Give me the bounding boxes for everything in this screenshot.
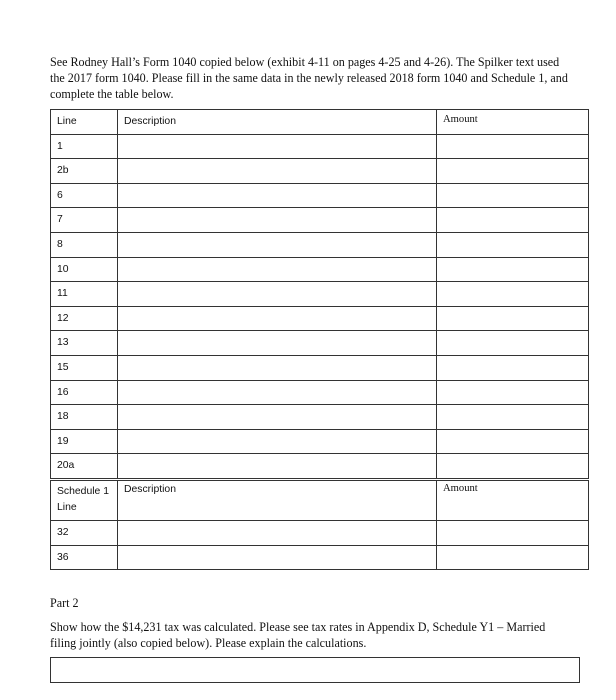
- line-number: 32: [57, 527, 69, 538]
- line-number: 20a: [57, 460, 75, 472]
- description-cell[interactable]: [118, 545, 437, 570]
- line-number-cell: [51, 159, 118, 184]
- line-number-cell: [51, 282, 118, 307]
- amount-cell[interactable]: [437, 208, 589, 233]
- part-2-instructions: Show how the $14,231 tax was calculated. Please see tax rates in Appendix D, Schedule Y1 – Married filing jointly (also copied below). Please explain the calculations.: [50, 620, 546, 650]
- description-cell[interactable]: [118, 405, 437, 430]
- amount-cell[interactable]: [437, 454, 589, 479]
- description-header: Description: [118, 481, 437, 521]
- description-cell[interactable]: [118, 454, 437, 479]
- line-number: 13: [57, 337, 69, 349]
- description-cell[interactable]: [118, 355, 437, 380]
- amount-cell[interactable]: [437, 282, 589, 307]
- description-cell[interactable]: [118, 257, 437, 282]
- line-number: 1: [57, 140, 63, 152]
- table-row: [51, 232, 589, 257]
- line-number: 10: [57, 263, 69, 275]
- line-number-cell: [51, 429, 118, 454]
- description-cell[interactable]: [118, 306, 437, 331]
- line-number-cell: [51, 208, 118, 233]
- table-header-row: [51, 110, 589, 135]
- table-header-row: [51, 481, 589, 521]
- line-number: 6: [57, 189, 63, 201]
- table-row: [51, 183, 589, 208]
- line-number-cell: [51, 134, 118, 159]
- line-number: 19: [57, 435, 69, 447]
- amount-cell[interactable]: [437, 355, 589, 380]
- line-number-cell: [51, 454, 118, 479]
- line-number: 18: [57, 411, 69, 423]
- amount-cell[interactable]: [437, 521, 589, 546]
- line-number-cell: [51, 232, 118, 257]
- schedule-1-table: [50, 480, 589, 570]
- amount-header: Amount: [437, 481, 589, 521]
- description-header: Description: [118, 110, 437, 135]
- line-number: 8: [57, 238, 63, 250]
- table-row: [51, 306, 589, 331]
- line-number: 16: [57, 386, 69, 398]
- line-number: 12: [57, 312, 69, 324]
- description-cell[interactable]: [118, 521, 437, 546]
- amount-cell[interactable]: [437, 380, 589, 405]
- amount-cell[interactable]: [437, 134, 589, 159]
- part-2-title: Part 2: [50, 596, 79, 610]
- description-cell[interactable]: [118, 429, 437, 454]
- description-cell[interactable]: [118, 232, 437, 257]
- table-row: [51, 521, 589, 546]
- line-number: 36: [57, 551, 69, 563]
- line-number-cell: [51, 331, 118, 356]
- line-number: 7: [57, 214, 63, 226]
- amount-cell[interactable]: [437, 429, 589, 454]
- description-cell[interactable]: [118, 208, 437, 233]
- table-row: [51, 545, 589, 570]
- description-cell[interactable]: [118, 380, 437, 405]
- table-row: [51, 331, 589, 356]
- table-row: [51, 282, 589, 307]
- line-number-cell: [51, 380, 118, 405]
- table-row: [51, 405, 589, 430]
- table-row: [51, 134, 589, 159]
- table-row: [51, 208, 589, 233]
- amount-header: Amount: [437, 110, 589, 135]
- amount-cell[interactable]: [437, 159, 589, 184]
- line-number-cell: [51, 355, 118, 380]
- amount-cell[interactable]: [437, 331, 589, 356]
- description-cell[interactable]: [118, 282, 437, 307]
- intro-paragraph: See Rodney Hall’s Form 1040 copied below (exhibit 4-11 on pages 4-25 and 4-26). The Spilker text used the 2017 form 1040. Please fill in the same data in the newly released 2018 form 1040 and Schedule 1, and complete the table below.: [50, 55, 568, 101]
- table-row: [51, 159, 589, 184]
- line-label: Line: [57, 502, 77, 513]
- amount-cell[interactable]: [437, 306, 589, 331]
- form-1040-table: [50, 109, 589, 479]
- table-row: [51, 380, 589, 405]
- table-row: [51, 257, 589, 282]
- answer-input-box[interactable]: [50, 657, 580, 683]
- line-number: 15: [57, 361, 69, 373]
- amount-cell[interactable]: [437, 183, 589, 208]
- schedule-1-line-header: [51, 481, 118, 521]
- line-number-cell: [51, 257, 118, 282]
- amount-cell[interactable]: [437, 405, 589, 430]
- amount-cell[interactable]: [437, 545, 589, 570]
- line-number: 2b: [57, 165, 69, 177]
- table-row: [51, 454, 589, 479]
- description-cell[interactable]: [118, 159, 437, 184]
- line-number: 11: [57, 288, 68, 300]
- line-number-cell: [51, 545, 118, 570]
- table-row: [51, 429, 589, 454]
- schedule-1-label: Schedule 1: [57, 486, 109, 497]
- line-number-cell: [51, 521, 118, 546]
- description-cell[interactable]: [118, 183, 437, 208]
- line-header: Line: [51, 110, 118, 135]
- line-number-cell: [51, 306, 118, 331]
- amount-cell[interactable]: [437, 257, 589, 282]
- line-number-cell: [51, 405, 118, 430]
- description-cell[interactable]: [118, 331, 437, 356]
- description-cell[interactable]: [118, 134, 437, 159]
- amount-cell[interactable]: [437, 232, 589, 257]
- table-row: [51, 355, 589, 380]
- line-number-cell: [51, 183, 118, 208]
